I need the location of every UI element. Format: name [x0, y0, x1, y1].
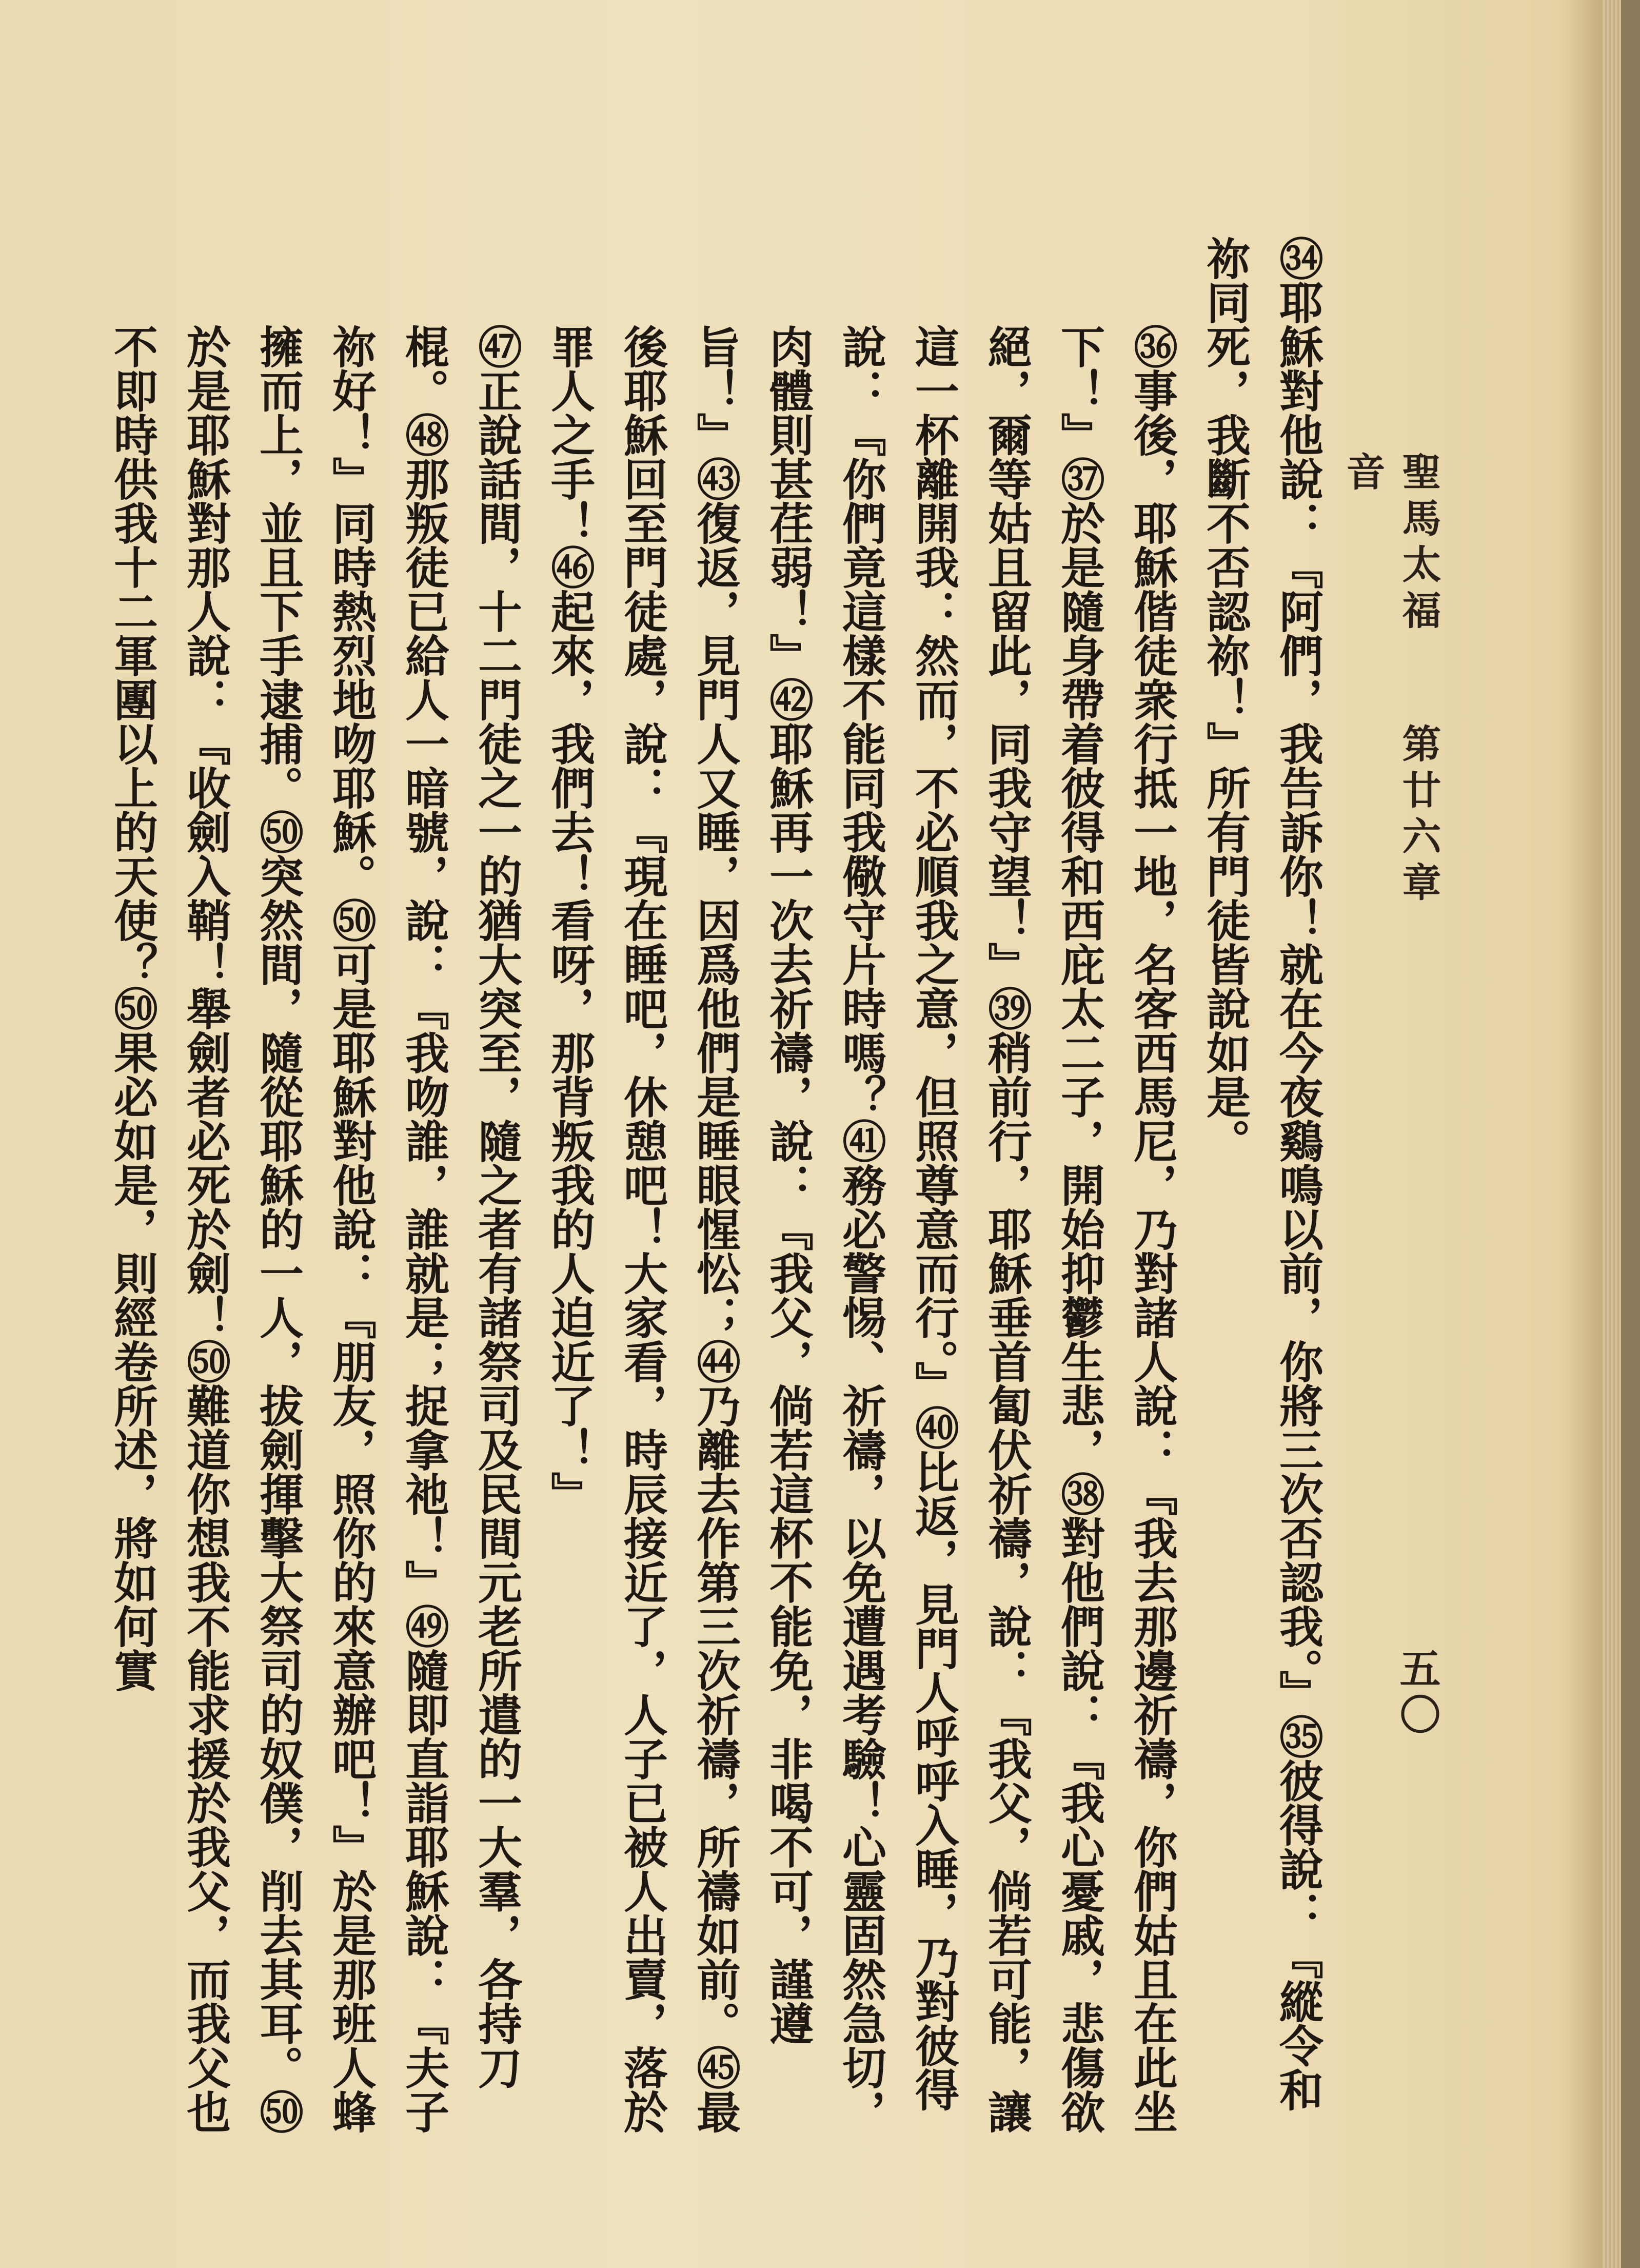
paragraph-1: ㉞耶穌對他說：『阿們，我告訴你！就在今夜鷄鳴以前，你將三次否認我。』㉟彼得說：『縱令和祢同死，我斷不否認祢！』所有門徒皆說如是。: [1199, 236, 1323, 2111]
running-header-title: 聖馬太福音: [1340, 452, 1441, 636]
paragraph-3: ㊼正說話間，十二門徒之一的猶大突至，隨之者有諸祭司及民間元老所遣的一大羣，各持刀棍。㊽那叛徒已給人一暗號，說：『我吻誰，誰就是；捉拿祂！』㊾隨即直詣耶穌說：『夫子祢好！』同時熱烈地吻耶穌。㊿可是耶穌對他說：『朋友，照你的來意辦吧！』於是那班人蜂擁而上，並且下手逮捕。㊿突然間，隨從耶穌的一人，拔劍揮擊大祭司的奴僕，削去其耳。㊿於是耶穌對那人說：『收劍入鞘！舉劍者必死於劍！㊿難道你想我不能求援於我父，而我父也不即時供我十二軍團以上的天使？㊿果必如是，則經卷所述，將如何實: [106, 324, 522, 2134]
paragraph-2: ㊱事後，耶穌偕徒衆行抵一地，名客西馬尼，乃對諸人說：『我去那邊祈禱，你們姑且在此坐下！』㊲於是隨身帶着彼得和西庇太二子，開始抑鬱生悲，㊳對他們說：『我心憂戚，悲傷欲絕，爾等姑且留此，同我守望！』㊴稍前行，耶穌垂首匐伏祈禱，說：『我父，倘若可能，讓這一杯離開我：然而，不必順我之意，但照尊意而行。』㊵比返，見門人呼呼入睡，乃對彼得說：『你們竟這樣不能同我儆守片時嗎？㊶務必警惕、祈禱，以免遭遇考驗！心靈固然急切，肉體則甚荏弱！』㊷耶穌再一次去祈禱，說：『我父，倘若這杯不能免，非喝不可，謹遵旨！』㊸復返，見門人又睡，因爲他們是睡眼惺忪；㊹乃離去作第三次祈禱，所禱如前。㊺最後耶穌回至門徒處，說：『現在睡吧，休憩吧！大家看，時辰接近了，人子已被人出賣，落於罪人之手！㊻起來，我們去！看呀，那背叛我的人迫近了！』: [543, 324, 1178, 2134]
page-number: 五〇: [1393, 1647, 1441, 1739]
page-edge: [1602, 0, 1621, 2268]
body-text: [106, 236, 1334, 2145]
running-header-chapter: 第廿六章: [1396, 724, 1441, 908]
